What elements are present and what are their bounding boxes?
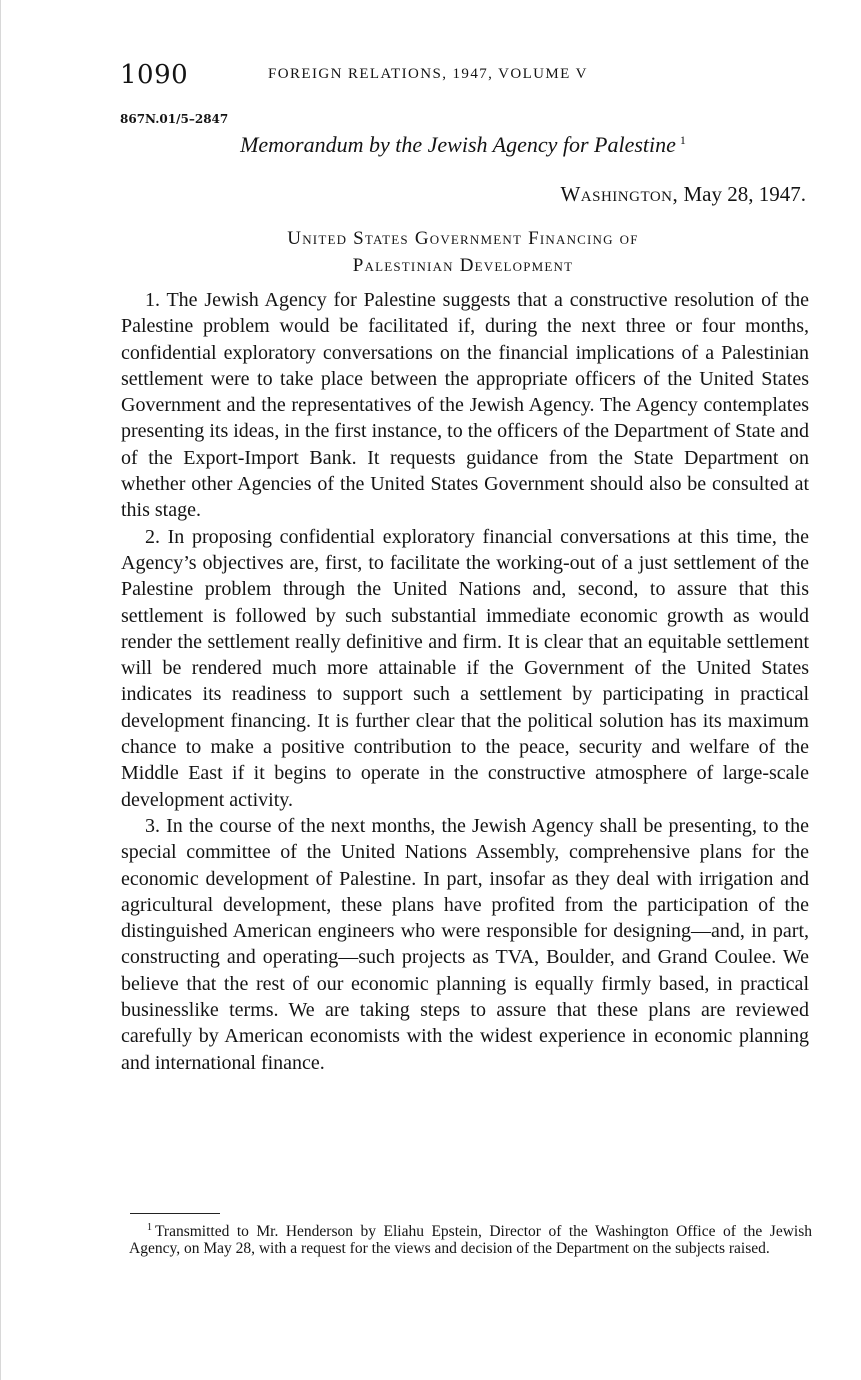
dateline bbox=[560, 182, 806, 207]
document-title-text: Memorandum by the Jewish Agency for Palestine bbox=[240, 132, 676, 157]
title-footnote-marker: 1 bbox=[679, 132, 686, 147]
paragraph-2: 2. In proposing confidential exploratory financial conversations at this time, the Agency’s objectives are, first, to facilitate the working-out of a just settlement of the Palestine problem through the United Nations and, second, to assure that this settlement is followed by such substantial immediate economic growth as would render the settlement really definitive and firm. It is clear that an equitable settlement will be rendered much more attainable if the Government of the United States indicates its readiness to support such a settlement by participating in practical development financing. It is further clear that the political solution has its maximum chance to make a positive contribution to the peace, security and welfare of the Middle East if it begins to operate in the constructive atmosphere of large-scale development activity. bbox=[121, 525, 809, 811]
page-header bbox=[120, 60, 720, 94]
dateline-place: Washington, bbox=[560, 182, 679, 206]
footnote-marker: 1 bbox=[147, 1222, 152, 1233]
page-number: 1090 bbox=[120, 60, 189, 90]
paragraph-1: 1. The Jewish Agency for Palestine suggests that a constructive resolution of the Palestine problem would be facilitated if, during the next three or four months, confidential exploratory conversations on the financial implications of a Palestinian settlement were to take place between the appropriate officers of the United States Government and the representatives of the Jewish Agency. The Agency contemplates presenting its ideas, in the first instance, to the officers of the Department of State and of the Export-Import Bank. It requests guidance from the State Department on whether other Agencies of the United States Government should also be consulted at this stage. bbox=[121, 289, 809, 522]
section-heading bbox=[120, 225, 806, 279]
footnote-text: Transmitted to Mr. Henderson by Eliahu Epstein, Director of the Washington Office of the Jewish Agency, on May 28, with a request for the views and decision of the Department on the subjects raised. bbox=[129, 1223, 812, 1258]
section-heading-line-2: Palestinian Development bbox=[352, 255, 574, 276]
running-head: FOREIGN RELATIONS, 1947, VOLUME V bbox=[268, 66, 588, 82]
dateline-date: May 28, 1947. bbox=[683, 182, 806, 206]
footnote-divider bbox=[130, 1213, 220, 1214]
paragraph-3: 3. In the course of the next months, the Jewish Agency shall be presenting, to the special committee of the United Nations Assembly, comprehensive plans for the economic development of Palestine. In part, insofar as they deal with irrigation and agricultural development, these plans have profited from the participation of the distinguished American engineers who were responsible for designing—and, in part, constructing and operating—such projects as TVA, Boulder, and Grand Coulee. We believe that the rest of our economic planning is equally firmly based, in practical businesslike terms. We are taking steps to assure that these plans are reviewed carefully by American economists with the widest experience in economic planning and international finance. bbox=[121, 814, 809, 1074]
section-heading-line-1: United States Government Financing of bbox=[287, 228, 639, 249]
footnote bbox=[129, 1219, 812, 1257]
file-number: 867N.01/5–2847 bbox=[120, 112, 229, 126]
memorandum-body bbox=[121, 287, 809, 1076]
document-title bbox=[120, 132, 806, 158]
